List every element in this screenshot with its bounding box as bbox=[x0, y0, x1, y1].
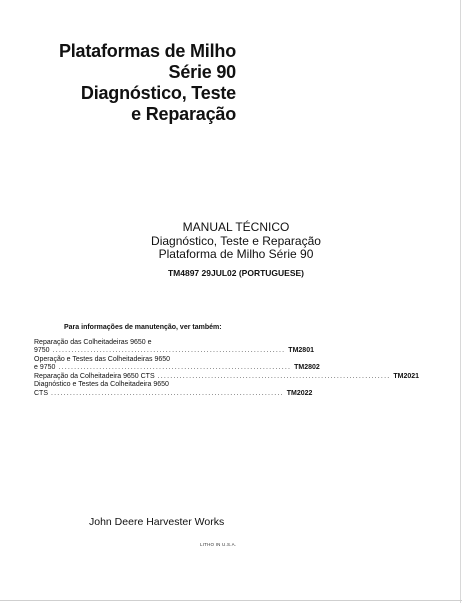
title-line-3: Diagnóstico, Teste bbox=[80, 83, 236, 103]
manual-subtitle-2: Plataforma de Milho Série 90 bbox=[158, 247, 314, 261]
manual-heading: MANUAL TÉCNICO bbox=[182, 220, 290, 234]
publisher-name: John Deere Harvester Works bbox=[89, 516, 225, 528]
reference-code: TM2021 bbox=[393, 372, 420, 380]
manual-subtitle-1: Diagnóstico, Teste e Reparação bbox=[151, 234, 321, 248]
dot-leader: .......................................................................... bbox=[51, 389, 284, 397]
service-references bbox=[34, 324, 420, 398]
document-title bbox=[16, 41, 236, 125]
reference-item bbox=[34, 355, 320, 373]
reference-title-cont: CTS bbox=[34, 389, 48, 397]
page-edge-bottom bbox=[0, 600, 462, 601]
dot-leader: .......................................................................... bbox=[52, 347, 286, 354]
reference-title-cont: 9750 bbox=[34, 347, 50, 354]
references-heading: Para informações de manutenção, ver também: bbox=[64, 324, 222, 331]
reference-title: Reparação das Colheitadeiras 9650 e bbox=[34, 338, 152, 346]
reference-item bbox=[34, 372, 420, 382]
reference-title: Diagnóstico e Testes da Colheitadeira 9650 bbox=[34, 381, 169, 388]
reference-code: TM2801 bbox=[288, 347, 314, 354]
title-line-2: Série 90 bbox=[168, 62, 236, 82]
manual-info bbox=[120, 220, 352, 279]
reference-title: Operação e Testes das Colheitadeiras 9650 bbox=[34, 355, 171, 363]
reference-item bbox=[34, 338, 314, 356]
dot-leader: .......................................................................... bbox=[157, 372, 391, 380]
reference-code: TM2802 bbox=[294, 364, 320, 371]
dot-leader: .......................................................................... bbox=[58, 364, 292, 371]
reference-title-cont: e 9750 bbox=[34, 364, 56, 371]
printing-note: LITHO IN U.S.A. bbox=[200, 542, 237, 547]
title-line-4: e Reparação bbox=[131, 104, 236, 124]
title-line-1: Plataformas de Milho bbox=[58, 41, 236, 61]
manual-code: TM4897 29JUL02 (PORTUGUESE) bbox=[167, 268, 305, 278]
reference-code: TM2022 bbox=[286, 389, 313, 397]
reference-title: Reparação da Colheitadeira 9650 CTS bbox=[34, 372, 155, 380]
reference-item bbox=[34, 381, 313, 398]
page-edge-right bbox=[460, 0, 461, 603]
